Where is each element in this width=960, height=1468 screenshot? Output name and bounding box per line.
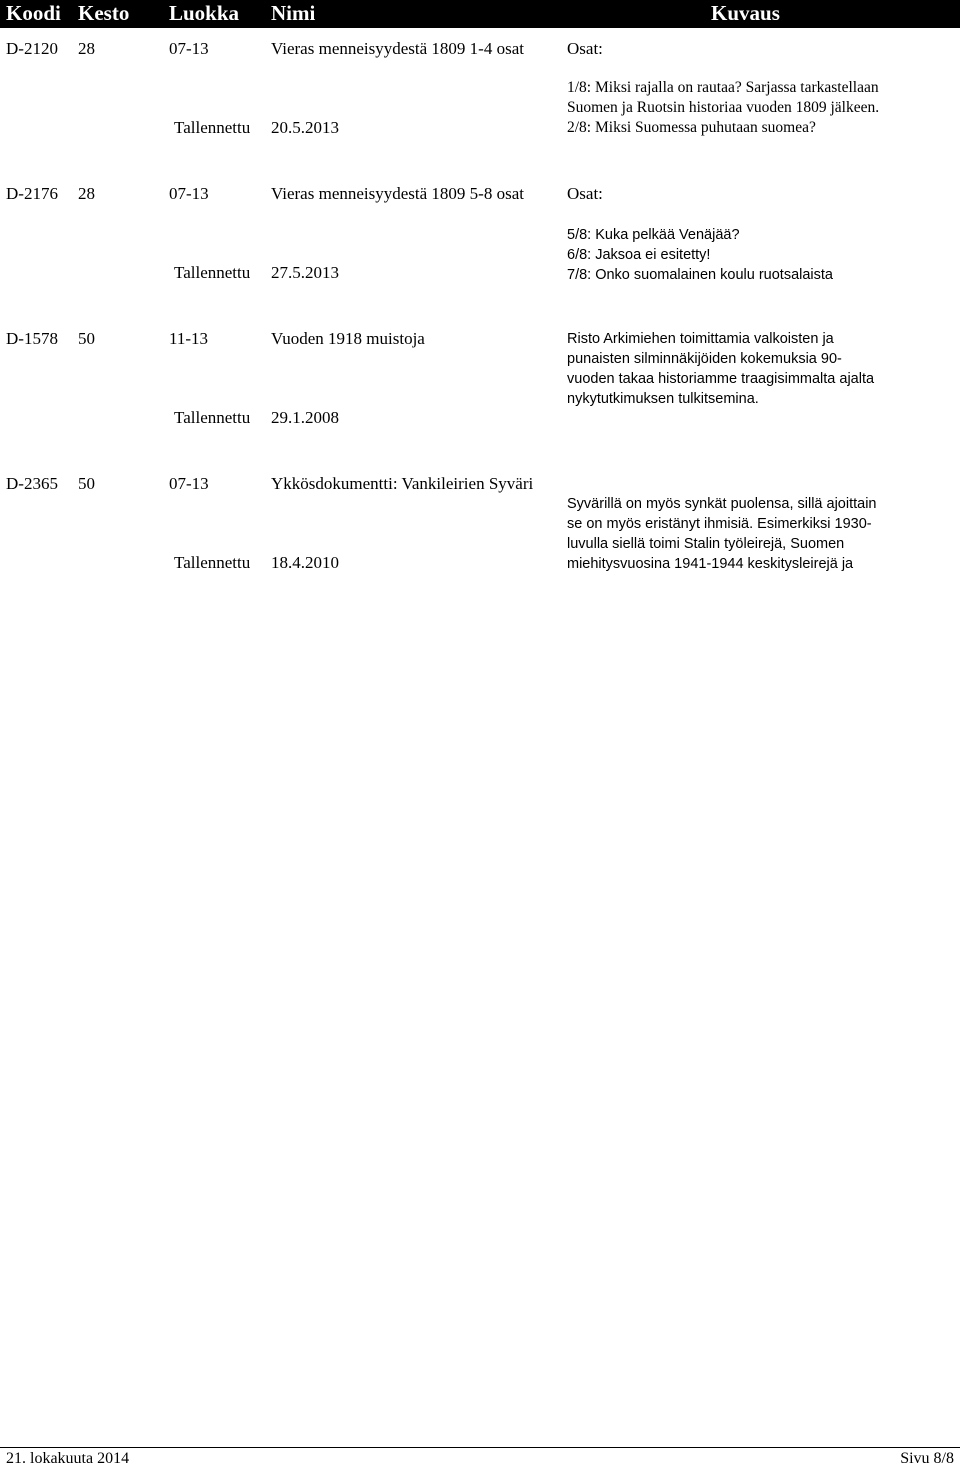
record-luokka: 07-13 [169,184,209,203]
record-osat-label: Osat: [567,39,603,58]
record-tallennettu-label: Tallennettu [174,263,251,282]
record-nimi: Vieras menneisyydestä 1809 5-8 osat [271,184,524,203]
record-nimi: Vieras menneisyydestä 1809 1-4 osat [271,39,524,58]
footer-page-number: Sivu 8/8 [900,1450,954,1467]
record-tallennettu-date: 27.5.2013 [271,263,339,282]
footer-date: 21. lokakuuta 2014 [6,1450,130,1467]
description-line: nykytutkimuksen tulkitsemina. [567,391,759,407]
record-description [567,329,874,409]
header-koodi: Koodi [6,1,61,25]
description-line: Syvärillä on myös synkät puolensa, sillä ajoittain [567,496,877,512]
record-kesto: 28 [78,39,95,58]
description-line: 6/8: Jaksoa ei esitetty! [567,247,711,263]
record-luokka: 07-13 [169,474,209,493]
header-kuvaus: Kuvaus [711,1,780,25]
description-line: luvulla siellä toimi Stalin työleirejä, Suomen [567,536,845,552]
table-header [0,0,960,28]
description-line: vuoden takaa historiamme traagisimmalta ajalta [567,371,875,387]
record-osat-label: Osat: [567,184,603,203]
record-tallennettu-date: 29.1.2008 [271,408,339,427]
record-nimi: Ykkösdokumentti: Vankileirien Syväri [271,474,534,493]
description-line: punaisten silminnäkijöiden kokemuksia 90- [567,351,842,367]
record-description [567,225,833,285]
record-luokka: 11-13 [169,329,209,348]
record-koodi: D-2365 [6,474,58,493]
record-nimi: Vuoden 1918 muistoja [271,329,425,348]
record-luokka: 07-13 [169,39,209,58]
record-tallennettu-label: Tallennettu [174,553,251,572]
record-tallennettu-date: 18.4.2010 [271,553,339,572]
record-koodi: D-2176 [6,184,58,203]
description-line: 2/8: Miksi Suomessa puhutaan suomea? [567,119,816,136]
footer-divider [0,1447,960,1448]
description-line: 7/8: Onko suomalainen koulu ruotsalaista [567,267,833,283]
description-line: 1/8: Miksi rajalla on rautaa? Sarjassa tarkastellaan [567,79,879,96]
record-kesto: 28 [78,184,95,203]
record-kesto: 50 [78,474,95,493]
description-line: Risto Arkimiehen toimittamia valkoisten ja [567,331,834,347]
description-line: miehitysvuosina 1941-1944 keskitysleirejä ja [567,556,854,572]
header-kesto: Kesto [78,1,130,25]
record-description [567,78,879,138]
header-luokka: Luokka [169,1,240,25]
record-tallennettu-date: 20.5.2013 [271,118,339,137]
record-tallennettu-label: Tallennettu [174,118,251,137]
record-koodi: D-1578 [6,329,58,348]
record-koodi: D-2120 [6,39,58,58]
record-tallennettu-label: Tallennettu [174,408,251,427]
record-description [567,494,876,574]
header-nimi: Nimi [271,1,316,25]
description-line: Suomen ja Ruotsin historiaa vuoden 1809 jälkeen. [567,99,880,116]
description-line: se on myös eristänyt ihmisiä. Esimerkiksi 1930- [567,516,872,532]
record-kesto: 50 [78,329,95,348]
description-line: 5/8: Kuka pelkää Venäjää? [567,227,740,243]
